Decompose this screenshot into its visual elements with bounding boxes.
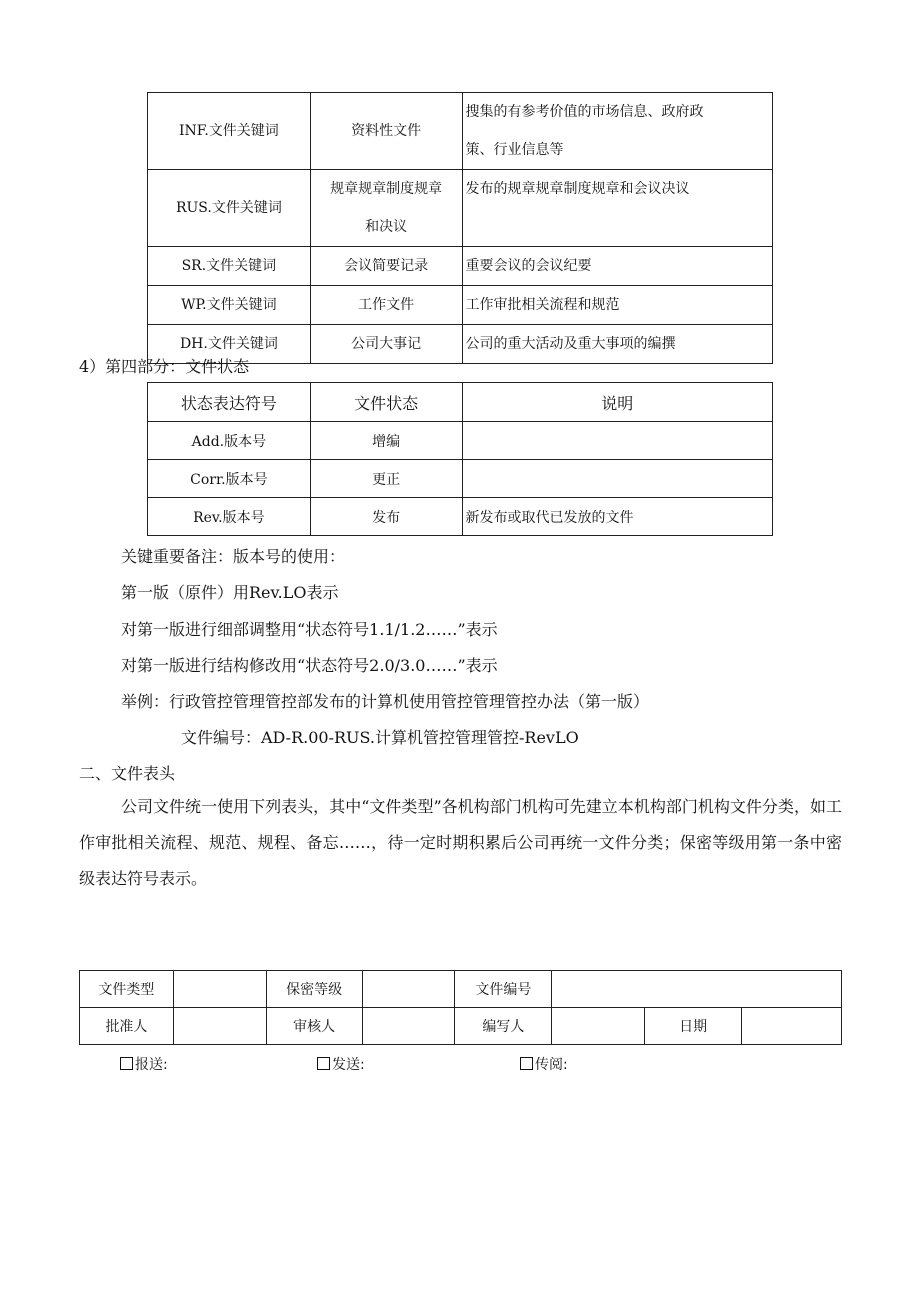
keyword-cell: DH.文件关键词 [148, 325, 311, 364]
table-row [80, 1008, 842, 1045]
desc-cell [462, 93, 772, 170]
table-row [148, 422, 773, 460]
keyword-table [147, 92, 773, 364]
desc-cell: 发布的规章规章制度规章和会议决议 [462, 170, 772, 247]
table-header-row [148, 383, 773, 422]
doc-name-cell: 工作文件 [310, 286, 462, 325]
note-line: 对第一版进行细部调整用“状态符号1.1/1.2……”表示 [121, 620, 498, 639]
status-cell: 增编 [310, 422, 462, 460]
status-cell: 发布 [310, 498, 462, 536]
section2-paragraph: 公司文件统一使用下列表头，其中“文件类型”各机构部门机构可先建立本机构部门机构文件分类，如工作审批相关流程、规范、规程、备忘……，待一定时期积累后公司再统一文件分类；保密等级用第一条中密级表达符号表示。 [79, 797, 842, 888]
table-row [148, 286, 773, 325]
approver-value [173, 1008, 266, 1045]
table-row [80, 971, 842, 1008]
keyword-cell: RUS.文件关键词 [148, 170, 311, 247]
keyword-cell: INF.文件关键词 [148, 93, 311, 170]
doc-name-cell [310, 170, 462, 247]
column-header: 状态表达符号 [148, 383, 311, 422]
status-symbol-cell: Add.版本号 [148, 422, 311, 460]
checkbox-report[interactable] [120, 1054, 168, 1074]
doc-name-cell: 公司大事记 [310, 325, 462, 364]
date-label: 日期 [645, 1008, 742, 1045]
reviewer-value [362, 1008, 455, 1045]
desc-cell [462, 460, 772, 498]
keyword-cell: WP.文件关键词 [148, 286, 311, 325]
document-header-table [79, 970, 842, 1045]
status-symbol-cell: Rev.版本号 [148, 498, 311, 536]
desc-cell [462, 422, 772, 460]
table-row [148, 247, 773, 286]
checkbox-send[interactable] [317, 1054, 365, 1074]
checkbox-label: 报送: [135, 1057, 168, 1073]
doc-number-label: 文件编号 [455, 971, 552, 1008]
security-level-value [362, 971, 455, 1008]
column-header: 文件状态 [310, 383, 462, 422]
desc-cell: 公司的重大活动及重大事项的编撰 [462, 325, 772, 364]
desc-cell: 重要会议的会议纪要 [462, 247, 772, 286]
desc-line: 策、行业信息等 [465, 142, 564, 158]
checkbox-label: 发送: [332, 1057, 365, 1073]
reviewer-label: 审核人 [266, 1008, 362, 1045]
checkbox-label: 传阅: [535, 1057, 568, 1073]
security-level-label: 保密等级 [266, 971, 362, 1008]
section4-title: 4）第四部分：文件状态 [79, 357, 250, 376]
note-line: 第一版（原件）用Rev.LO表示 [121, 583, 339, 602]
doc-name-cell: 会议简要记录 [310, 247, 462, 286]
section2-title: 二、文件表头 [79, 764, 176, 783]
doc-name-cell: 资料性文件 [310, 93, 462, 170]
checkbox-icon[interactable] [520, 1057, 533, 1070]
doc-number-value [552, 971, 842, 1008]
doc-type-value [173, 971, 266, 1008]
note-line: 对第一版进行结构修改用“状态符号2.0/3.0……”表示 [121, 656, 498, 675]
table-row [148, 93, 773, 170]
column-header: 说明 [462, 383, 772, 422]
table-row [148, 498, 773, 536]
note-line: 文件编号：AD-R.00-RUS.计算机管控管理管控-RevLO [181, 728, 579, 747]
author-label: 编写人 [455, 1008, 552, 1045]
status-table [147, 382, 773, 536]
table-row [148, 170, 773, 247]
checkbox-icon[interactable] [317, 1057, 330, 1070]
name-line: 和决议 [365, 219, 408, 235]
status-cell: 更正 [310, 460, 462, 498]
desc-cell: 新发布或取代已发放的文件 [462, 498, 772, 536]
date-value [742, 1008, 842, 1045]
name-line: 规章规章制度规章 [330, 181, 443, 197]
checkbox-icon[interactable] [120, 1057, 133, 1070]
doc-type-label: 文件类型 [80, 971, 174, 1008]
status-symbol-cell: Corr.版本号 [148, 460, 311, 498]
table-row [148, 460, 773, 498]
approver-label: 批准人 [80, 1008, 174, 1045]
note-line: 举例：行政管控管理管控部发布的计算机使用管控管理管控办法（第一版） [121, 692, 650, 711]
author-value [552, 1008, 645, 1045]
keyword-cell: SR.文件关键词 [148, 247, 311, 286]
note-line: 关键重要备注：版本号的使用： [121, 547, 346, 566]
desc-line: 搜集的有参考价值的市场信息、政府政 [465, 104, 704, 120]
desc-cell: 工作审批相关流程和规范 [462, 286, 772, 325]
checkbox-circulate[interactable] [520, 1054, 568, 1074]
